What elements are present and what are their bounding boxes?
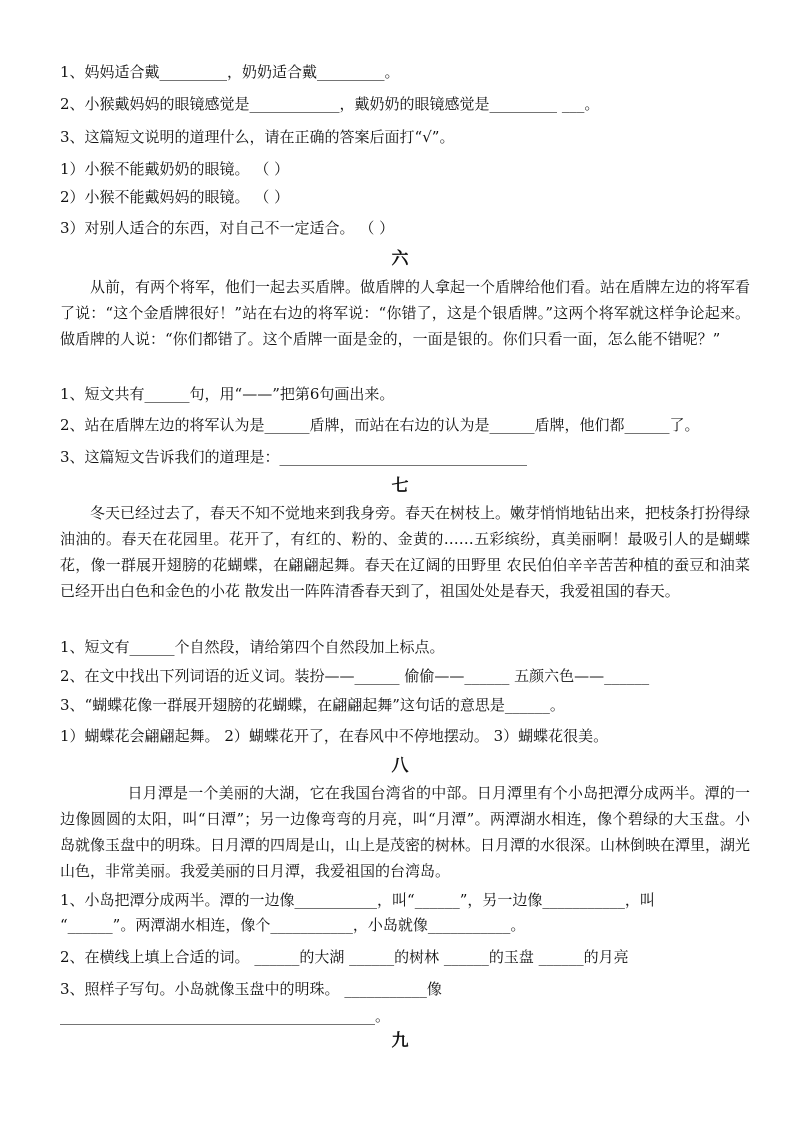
- sec8-question-2: 2、在横线上填上合适的词。 ______的大湖 ______的树林 ______的玉盘 ______的月亮: [60, 948, 629, 966]
- sec7-passage: 冬天已经过去了，春天不知不觉地来到我身旁。春天在树枝上。嫩芽悄悄地钻出来，把枝条打扮得绿油油的。春天在花园里。花开了，有红的、粉的、金黄的……五彩缤纷，真美丽啊！最吸引人的是蝴蝶花，像一群展开翅膀的花蝴蝶，在翩翩起舞。春天在辽阔的田野里 农民伯伯辛辛苦苦种植的蚕豆和油菜 已经开出白色和金色的小花 散发出一阵阵清香春天到了，祖国处处是春天，我爱祖国的春天。: [60, 504, 751, 600]
- sec5-option-3: 3）对别人适合的东西，对自己不一定适合。 （ ）: [60, 219, 395, 237]
- sec8-question-1-line-2: “______”。两潭湖水相连，像个___________，小岛就像___________。: [60, 916, 526, 934]
- sec7-question-3: 3、“蝴蝶花像一群展开翅膀的花蝴蝶，在翩翩起舞”这句话的意思是______。: [60, 696, 565, 714]
- sec6-heading: 六: [391, 249, 409, 269]
- sec8-heading: 八: [391, 756, 409, 776]
- sec5-option-1: 1）小猴不能戴奶奶的眼镜。 （ ）: [60, 160, 290, 178]
- sec5-question-3: 3、这篇短文说明的道理什么，请在正确的答案后面打“√”。: [60, 128, 455, 146]
- sec7-question-2: 2、在文中找出下列词语的近义词。装扮——______ 偷偷——______ 五颜六色——______: [60, 667, 650, 685]
- sec9-heading: 九: [391, 1031, 409, 1051]
- sec8-passage: 日月潭是一个美丽的大湖，它在我国台湾省的中部。日月潭里有个小岛把潭分成两半。潭的一边像圆圆的太阳，叫“日潭”；另一边像弯弯的月亮，叫“月潭”。两潭湖水相连，像个碧绿的大玉盘。小岛就像玉盘中的明珠。日月潭的四周是山，山上是茂密的树林。日月潭的水很深。山林倒映在潭里，湖光山色，非常美丽。我爱美丽的日月潭，我爱祖国的台湾岛。: [60, 784, 751, 880]
- sec5-question-1: 1、妈妈适合戴_________，奶奶适合戴_________。: [60, 63, 400, 81]
- sec8-question-1-line-1: 1、小岛把潭分成两半。潭的一边像___________，叫“______”，另一边像___________，叫: [60, 891, 655, 909]
- sec6-question-3: 3、这篇短文告诉我们的道理是：_________________________________: [60, 448, 528, 466]
- sec7-options: 1）蝴蝶花会翩翩起舞。 2）蝴蝶花开了，在春风中不停地摆动。 3）蝴蝶花很美。: [60, 727, 609, 745]
- sec7-heading: 七: [391, 476, 409, 496]
- sec5-question-2: 2、小猴戴妈妈的眼镜感觉是____________，戴奶奶的眼镜感觉是_________ ___。: [60, 95, 600, 113]
- sec8-question-3-line-1: 3、照样子写句。小岛就像玉盘中的明珠。 ___________像: [60, 980, 442, 998]
- sec6-question-1: 1、短文共有______句，用“——”把第6句画出来。: [60, 385, 395, 403]
- sec8-question-3-line-2: __________________________________________。: [60, 1007, 391, 1025]
- sec5-option-2: 2）小猴不能戴妈妈的眼镜。 （ ）: [60, 188, 290, 206]
- sec7-question-1: 1、短文有______个自然段，请给第四个自然段加上标点。: [60, 638, 445, 656]
- sec6-passage: 从前，有两个将军，他们一起去买盾牌。做盾牌的人拿起一个盾牌给他们看。站在盾牌左边的将军看了说：“这个金盾牌很好！”站在右边的将军说：“你错了，这是个银盾牌。”这两个将军就这样争论起来。做盾牌的人说：“你们都错了。这个盾牌一面是金的，一面是银的。你们只看一面，怎么能不错呢？”: [60, 278, 751, 348]
- sec6-question-2: 2、站在盾牌左边的将军认为是______盾牌，而站在右边的认为是______盾牌，他们都______了。: [60, 416, 700, 434]
